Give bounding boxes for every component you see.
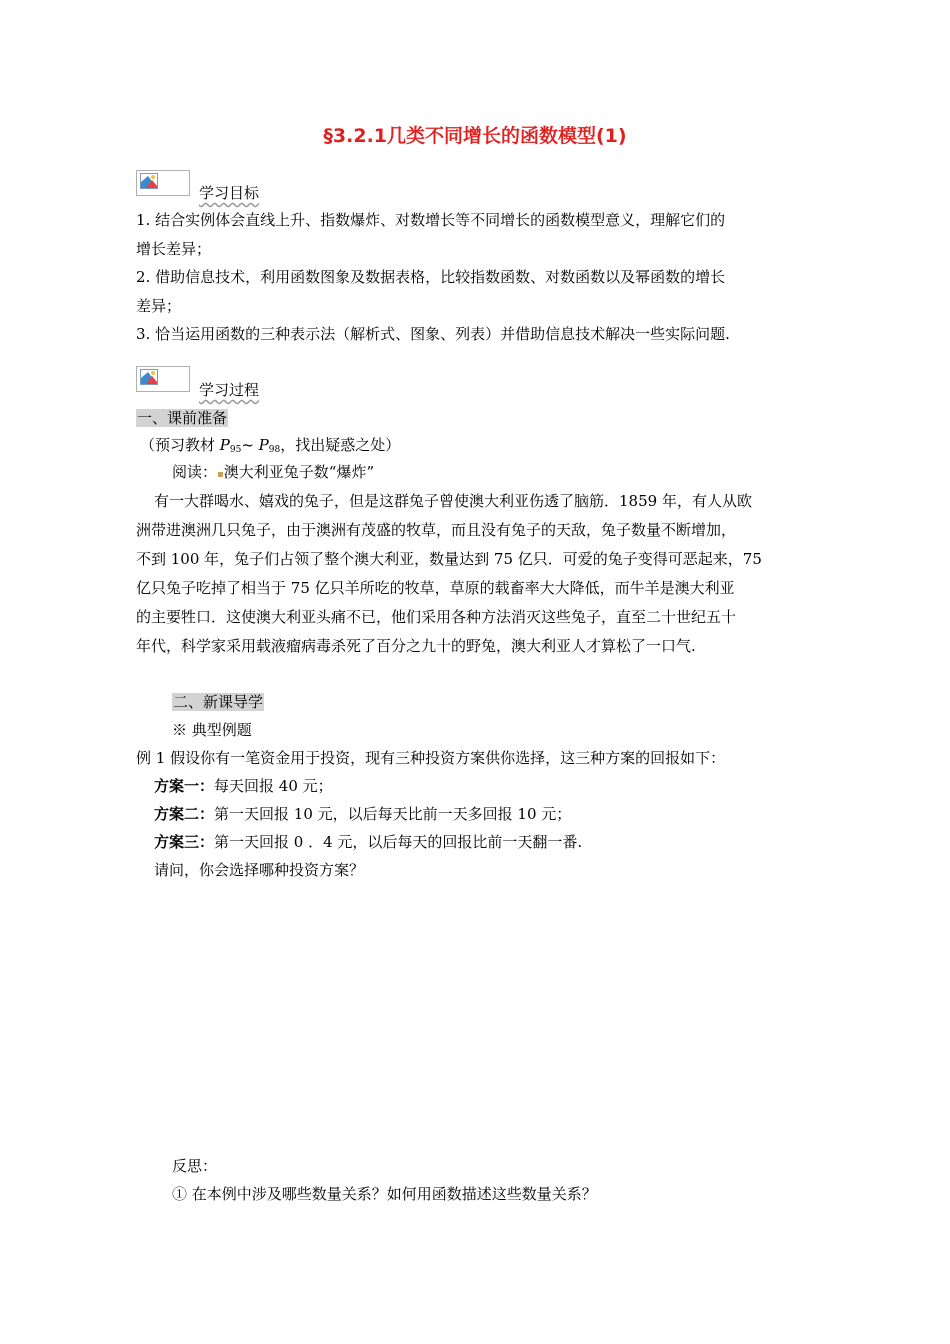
plan-text: 第一天回报 0 ．4 元，以后每天的回报比前一天翻一番. (214, 833, 583, 851)
image-icon (140, 173, 158, 189)
reading-title: 澳大利亚兔子数“爆炸” (223, 463, 375, 481)
goal-line: 增长差异； (136, 240, 212, 258)
page-start: 95 (229, 445, 242, 455)
plan-item (154, 831, 582, 852)
reading-line (172, 461, 374, 482)
section-heading-goals: 学习目标 (199, 184, 260, 202)
paragraph-line: 亿只兔子吃掉了相当于 75 亿只羊所吃的牧草，草原的载畜率大大降低，而牛羊是澳大利亚 (136, 579, 735, 597)
image-icon (140, 369, 158, 385)
reflection-label: 反思： (172, 1157, 218, 1175)
tilde: ~ (241, 436, 259, 454)
paragraph-line: 的主要牲口．这使澳大利亚头痛不已，他们采用各种方法消灭这些兔子，直至二十世纪五十 (136, 608, 737, 626)
goal-line: 1. 结合实例体会直线上升、指数爆炸、对数增长等不同增长的函数模型意义，理解它们的 (136, 211, 726, 229)
preview-prefix: （预习教材 (140, 436, 220, 454)
page-letter: P (258, 436, 269, 454)
part2-heading (172, 691, 264, 712)
paragraph-line: 不到 100 年，兔子们占领了整个澳大利亚，数量达到 75 亿只．可爱的兔子变得可恶起来，75 (136, 550, 762, 568)
plan-item (154, 775, 333, 796)
reflection-item: ① 在本例中涉及哪些数量关系？如何用函数描述这些数量关系？ (172, 1185, 597, 1203)
page-letter: P (219, 436, 230, 454)
plan-text: 第一天回报 10 元，以后每天比前一天多回报 10 元； (214, 805, 572, 823)
plan-label: 方案二： (154, 805, 215, 823)
example-subheading: ※ 典型例题 (172, 721, 252, 739)
broken-image-icon (136, 170, 190, 196)
anchor-mark: ▪ (217, 469, 224, 480)
paragraph-line: 有一大群喝水、嬉戏的兔子，但是这群兔子曾使澳大利亚伤透了脑筋．1859 年，有人从欧 (154, 492, 752, 510)
paragraph-line: 年代，科学家采用载液瘤病毒杀死了百分之九十的野兔，澳大利亚人才算松了一口气. (136, 637, 696, 655)
goal-line: 差异； (136, 297, 182, 315)
goal-line: 2. 借助信息技术，利用函数图象及数据表格，比较指数函数、对数函数以及幂函数的增长 (136, 268, 726, 286)
plan-item (154, 803, 571, 824)
page-title: §3.2.1几类不同增长的函数模型(1) (323, 125, 627, 147)
goal-line: 3. 恰当运用函数的三种表示法（解析式、图象、列表）并借助信息技术解决一些实际问题. (136, 325, 730, 343)
page-end: 98 (268, 445, 281, 455)
preview-suffix: ，找出疑惑之处） (280, 436, 401, 454)
preview-line (140, 434, 400, 455)
part1-heading (136, 407, 228, 428)
plan-label: 方案一： (154, 777, 215, 795)
part2-heading-text: 二、新课导学 (173, 693, 264, 711)
section-heading-process: 学习过程 (199, 381, 260, 399)
example-intro: 例 1 假设你有一笔资金用于投资，现有三种投资方案供你选择，这三种方案的回报如下： (136, 749, 726, 767)
reading-label: 阅读： (172, 463, 218, 481)
part1-heading-text: 一、课前准备 (137, 409, 228, 427)
question: 请问，你会选择哪种投资方案？ (154, 861, 365, 879)
paragraph-line: 洲带进澳洲几只兔子，由于澳洲有茂盛的牧草，而且没有兔子的天敌，兔子数量不断增加， (136, 521, 737, 539)
broken-image-icon (136, 366, 190, 392)
plan-label: 方案三： (154, 833, 215, 851)
plan-text: 每天回报 40 元； (214, 777, 333, 795)
